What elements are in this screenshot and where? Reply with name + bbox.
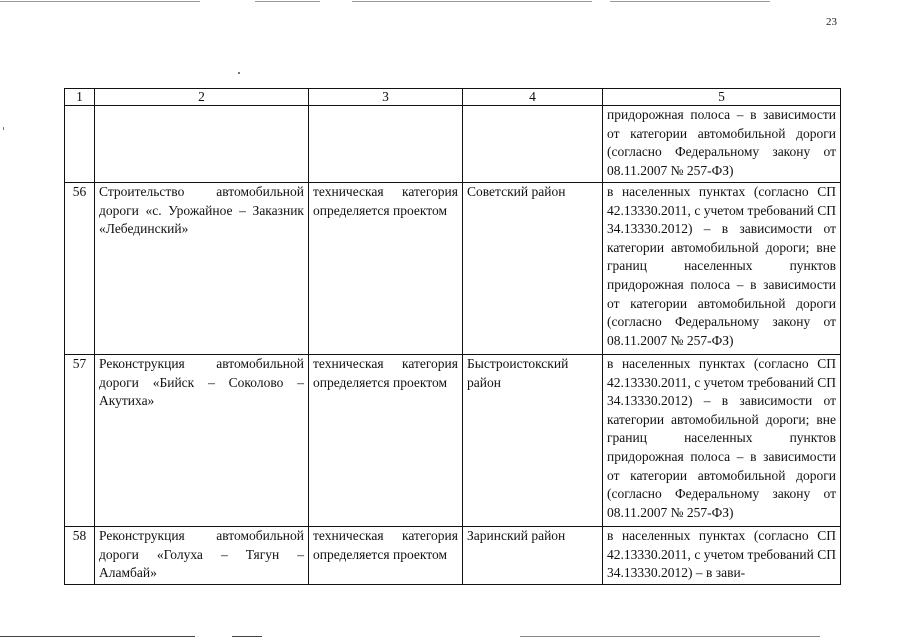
column-header-zone: 5	[603, 89, 841, 106]
table-row	[65, 527, 841, 585]
scan-edge-line	[520, 636, 820, 637]
technical-category: техническая категория определяется проектом	[309, 183, 463, 355]
scan-edge-line	[232, 636, 262, 637]
zone-description: в населенных пунктах (согласно СП 42.13330.2011, с учетом требований СП 34.13330.2012) – в зависимости от категории автомобильной дороги; вне границ населенных пунктов придорожная полоса – в зависимости от категории автомобильной дороги (согласно Федеральному закону от 08.11.2007 № 257-ФЗ)	[603, 355, 841, 527]
scan-edge-line	[0, 636, 195, 637]
scan-edge-line	[0, 1, 200, 2]
object-name: Реконструкция автомобильной дороги «Бийск – Соколово – Акутиха»	[95, 355, 309, 527]
document-table	[64, 88, 841, 585]
scan-edge-line	[610, 1, 770, 2]
location: Заринский район	[463, 527, 603, 585]
technical-category: техническая категория определяется проектом	[309, 527, 463, 585]
zone-description: в населенных пунктах (согласно СП 42.13330.2011, с учетом требований СП 34.13330.2012) – в зави-	[603, 527, 841, 585]
technical-category: техническая категория определяется проектом	[309, 355, 463, 527]
object-name: Строительство автомобильной дороги «с. Урожайное – Заказник «Лебединский»	[95, 183, 309, 355]
table-row	[65, 355, 841, 527]
object-name: Реконструкция автомобильной дороги «Голуха – Тягун – Аламбай»	[95, 527, 309, 585]
location: Быстроистокский район	[463, 355, 603, 527]
scan-speck	[3, 127, 4, 130]
scan-edge-line	[255, 1, 320, 2]
zone-description: придорожная полоса – в зависимости от категории автомобильной дороги (согласно Федеральному закону от 08.11.2007 № 257-ФЗ)	[603, 106, 841, 183]
location	[463, 106, 603, 183]
technical-category	[309, 106, 463, 183]
scan-speck	[238, 72, 240, 74]
zone-description: в населенных пунктах (согласно СП 42.13330.2011, с учетом требований СП 34.13330.2012) – в зависимости от категории автомобильной дороги; вне границ населенных пунктов придорожная полоса – в зависимости от категории автомобильной дороги (согласно Федеральному закону от 08.11.2007 № 257-ФЗ)	[603, 183, 841, 355]
scan-edge-line	[352, 1, 592, 2]
table-row	[65, 106, 841, 183]
row-number: 58	[65, 527, 95, 585]
object-name	[95, 106, 309, 183]
page-number: 23	[826, 16, 837, 28]
column-header-location: 4	[463, 89, 603, 106]
table-header-row	[65, 89, 841, 106]
row-number: 56	[65, 183, 95, 355]
row-number	[65, 106, 95, 183]
row-number: 57	[65, 355, 95, 527]
column-header-number: 1	[65, 89, 95, 106]
location: Советский район	[463, 183, 603, 355]
column-header-category: 3	[309, 89, 463, 106]
column-header-object: 2	[95, 89, 309, 106]
table-row	[65, 183, 841, 355]
